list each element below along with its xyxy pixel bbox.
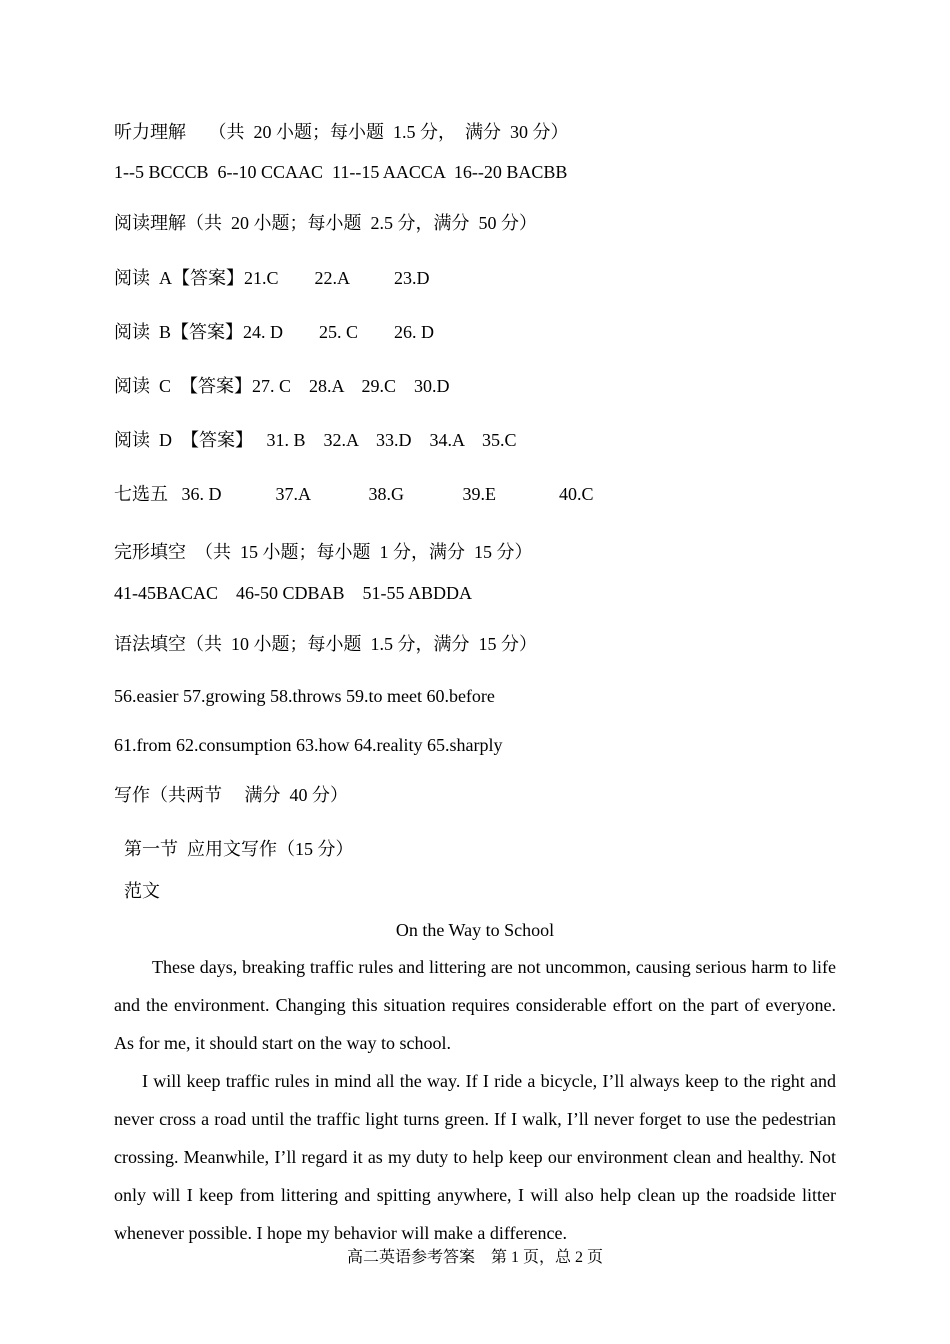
reading-d-answers: 阅读 D 【答案】 31. B 32.A 33.D 34.A 35.C: [114, 430, 517, 450]
essay-paragraph-2: I will keep traffic rules in mind all the way. If I ride a bicycle, I’ll always keep to the right and never cross a road until the traffic light turns green. If I walk, I’ll never forget to use the pedestrian crossing. Meanwhile, I’ll regard it as my duty to help keep our environment clean and healthy. Not only will I keep from littering and spitting anywhere, I will also help clean up the roadside litter whenever possible. I hope my behavior will make a difference.: [114, 1071, 836, 1243]
grammar-answers-line-1: 56.easier 57.growing 58.throws 59.to meet 60.before: [114, 686, 495, 706]
reading-a-answers: 阅读 A【答案】21.C 22.A 23.D: [114, 268, 430, 288]
cloze-heading: 完形填空 （共 15 小题；每小题 1 分，满分 15 分）: [114, 542, 533, 562]
sample-label: 范文: [124, 881, 160, 901]
seven-choose-five-answers: 七选五 36. D 37.A 38.G 39.E 40.C: [114, 484, 594, 504]
writing-heading: 写作（共两节 满分 40 分）: [114, 785, 348, 805]
page-footer: 高二英语参考答案 第 1 页，总 2 页: [346, 1249, 603, 1266]
grammar-answers-line-2: 61.from 62.consumption 63.how 64.reality 65.sharply: [114, 735, 503, 755]
essay-title: On the Way to School: [395, 920, 555, 940]
writing-section-1: 第一节 应用文写作（15 分）: [124, 839, 354, 859]
reading-c-answers: 阅读 C 【答案】27. C 28.A 29.C 30.D: [114, 376, 450, 396]
reading-b-answers: 阅读 B【答案】24. D 25. C 26. D: [114, 322, 435, 342]
essay-paragraph-1: These days, breaking traffic rules and littering are not uncommon, causing serious harm to life and the environment. Changing this situation requires considerable effort on the part of everyone. As for me, it should start on the way to school.: [114, 957, 836, 1053]
grammar-heading: 语法填空（共 10 小题；每小题 1.5 分，满分 15 分）: [114, 634, 537, 654]
listening-heading: 听力理解 （共 20 小题；每小题 1.5 分， 满分 30 分）: [114, 122, 569, 142]
reading-heading: 阅读理解（共 20 小题；每小题 2.5 分，满分 50 分）: [114, 213, 537, 233]
listening-answers: 1--5 BCCCB 6--10 CCAAC 11--15 AACCA 16--20 BACBB: [114, 162, 568, 182]
cloze-answers: 41-45BACAC 46-50 CDBAB 51-55 ABDDA: [114, 583, 473, 603]
